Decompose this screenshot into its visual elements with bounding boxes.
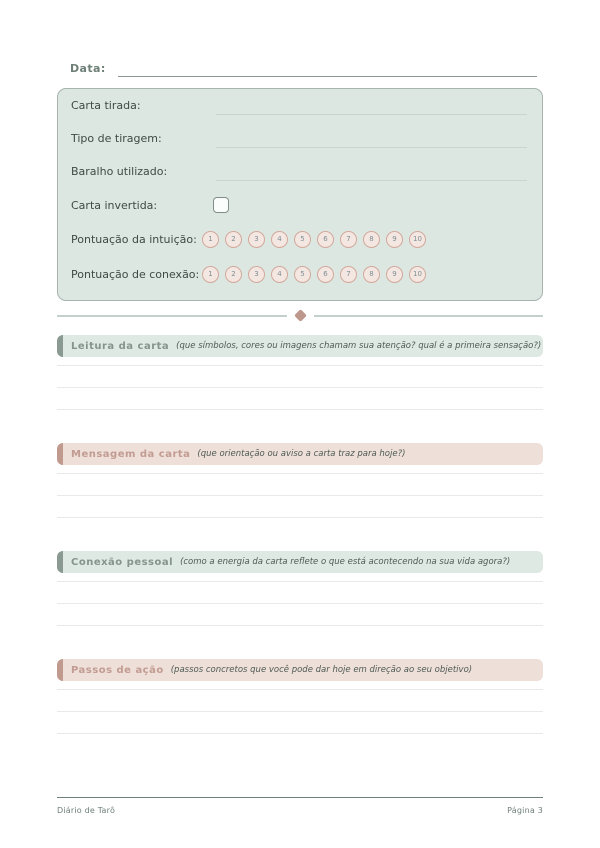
- divider-line-right: [314, 315, 544, 317]
- rating-circle-pontuacao-de-conexao-3[interactable]: 3: [248, 266, 265, 283]
- ruled-line-passos-de-acao-2[interactable]: [57, 711, 543, 712]
- date-label: Data:: [70, 62, 106, 75]
- rating-circle-pontuacao-da-intuicao-8[interactable]: 8: [363, 231, 380, 248]
- rating-circle-pontuacao-da-intuicao-7[interactable]: 7: [340, 231, 357, 248]
- footer: [57, 797, 543, 815]
- card-info-box: [57, 88, 543, 301]
- field-label-carta-tirada: Carta tirada:: [71, 99, 141, 112]
- rating-circle-pontuacao-da-intuicao-3[interactable]: 3: [248, 231, 265, 248]
- ruled-line-mensagem-da-carta-3[interactable]: [57, 517, 543, 518]
- ruled-line-conexao-pessoal-1[interactable]: [57, 581, 543, 582]
- accent-bar: [57, 443, 63, 465]
- section-hint: (que orientação ou aviso a carta traz para hoje?): [197, 449, 406, 459]
- rating-circle-pontuacao-de-conexao-9[interactable]: 9: [386, 266, 403, 283]
- section-hint: (passos concretos que você pode dar hoje em direção ao seu objetivo): [170, 665, 473, 675]
- section-title: Leitura da carta: [71, 340, 170, 352]
- accent-bar: [57, 659, 63, 681]
- field-label-carta-invertida: Carta invertida:: [71, 199, 158, 212]
- section-header-leitura-da-carta: [57, 335, 543, 357]
- rating-scale-pontuacao-da-intuicao: [202, 231, 426, 248]
- ruled-line-passos-de-acao-3[interactable]: [57, 733, 543, 734]
- rating-circle-pontuacao-de-conexao-4[interactable]: 4: [271, 266, 288, 283]
- rating-circle-pontuacao-de-conexao-6[interactable]: 6: [317, 266, 334, 283]
- section-header-passos-de-acao: [57, 659, 543, 681]
- diamond-icon: [294, 309, 307, 322]
- rating-circle-pontuacao-de-conexao-5[interactable]: 5: [294, 266, 311, 283]
- ruled-line-mensagem-da-carta-1[interactable]: [57, 473, 543, 474]
- divider-line-left: [57, 315, 287, 317]
- field-row-pontuacao-de-conexao: [71, 268, 529, 288]
- footer-page-number: Página 3: [507, 806, 543, 815]
- accent-bar: [57, 551, 63, 573]
- rating-circle-pontuacao-de-conexao-2[interactable]: 2: [225, 266, 242, 283]
- section-hint: (como a energia da carta reflete o que está acontecendo na sua vida agora?): [180, 557, 511, 567]
- rating-circle-pontuacao-da-intuicao-6[interactable]: 6: [317, 231, 334, 248]
- field-row-carta-tirada: [71, 99, 529, 119]
- ruled-line-passos-de-acao-1[interactable]: [57, 689, 543, 690]
- field-label-baralho-utilizado: Baralho utilizado:: [71, 165, 168, 178]
- section-header-conexao-pessoal: [57, 551, 543, 573]
- section-title: Mensagem da carta: [71, 448, 191, 460]
- field-row-pontuacao-da-intuicao: [71, 233, 529, 253]
- rating-circle-pontuacao-da-intuicao-1[interactable]: 1: [202, 231, 219, 248]
- field-row-carta-invertida: [71, 199, 529, 219]
- ruled-line-leitura-da-carta-1[interactable]: [57, 365, 543, 366]
- ruled-line-leitura-da-carta-2[interactable]: [57, 387, 543, 388]
- field-row-baralho-utilizado: [71, 165, 529, 185]
- section-conexao-pessoal: [57, 551, 543, 659]
- field-label-tipo-de-tiragem: Tipo de tiragem:: [71, 132, 162, 145]
- section-title: Passos de ação: [71, 664, 164, 676]
- rating-circle-pontuacao-de-conexao-10[interactable]: 10: [409, 266, 426, 283]
- rating-circle-pontuacao-da-intuicao-4[interactable]: 4: [271, 231, 288, 248]
- section-mensagem-da-carta: [57, 443, 543, 551]
- rating-scale-pontuacao-de-conexao: [202, 266, 426, 283]
- section-title: Conexão pessoal: [71, 556, 174, 568]
- rating-circle-pontuacao-da-intuicao-2[interactable]: 2: [225, 231, 242, 248]
- section-header-mensagem-da-carta: [57, 443, 543, 465]
- write-line-baralho-utilizado[interactable]: [216, 180, 527, 181]
- section-hint: (que símbolos, cores ou imagens chamam sua atenção? qual é a primeira sensação?): [176, 341, 542, 351]
- write-line-carta-tirada[interactable]: [216, 114, 527, 115]
- rating-circle-pontuacao-de-conexao-7[interactable]: 7: [340, 266, 357, 283]
- ruled-line-conexao-pessoal-2[interactable]: [57, 603, 543, 604]
- section-leitura-da-carta: [57, 335, 543, 443]
- rating-circle-pontuacao-da-intuicao-10[interactable]: 10: [409, 231, 426, 248]
- field-label-pontuacao-de-conexao: Pontuação de conexão:: [71, 268, 200, 281]
- field-label-pontuacao-da-intuicao: Pontuação da intuição:: [71, 233, 197, 246]
- rating-circle-pontuacao-de-conexao-8[interactable]: 8: [363, 266, 380, 283]
- rating-circle-pontuacao-da-intuicao-5[interactable]: 5: [294, 231, 311, 248]
- field-row-tipo-de-tiragem: [71, 132, 529, 152]
- date-row: [70, 61, 537, 77]
- date-input-line[interactable]: [118, 61, 537, 77]
- ruled-line-conexao-pessoal-3[interactable]: [57, 625, 543, 626]
- ruled-line-mensagem-da-carta-2[interactable]: [57, 495, 543, 496]
- ruled-line-leitura-da-carta-3[interactable]: [57, 409, 543, 410]
- section-passos-de-acao: [57, 659, 543, 767]
- rating-circle-pontuacao-de-conexao-1[interactable]: 1: [202, 266, 219, 283]
- accent-bar: [57, 335, 63, 357]
- rating-circle-pontuacao-da-intuicao-9[interactable]: 9: [386, 231, 403, 248]
- ornament-divider: [57, 309, 543, 322]
- checkbox-carta-invertida[interactable]: [213, 197, 229, 213]
- write-line-tipo-de-tiragem[interactable]: [216, 147, 527, 148]
- footer-journal-title: Diário de Tarô: [57, 806, 116, 815]
